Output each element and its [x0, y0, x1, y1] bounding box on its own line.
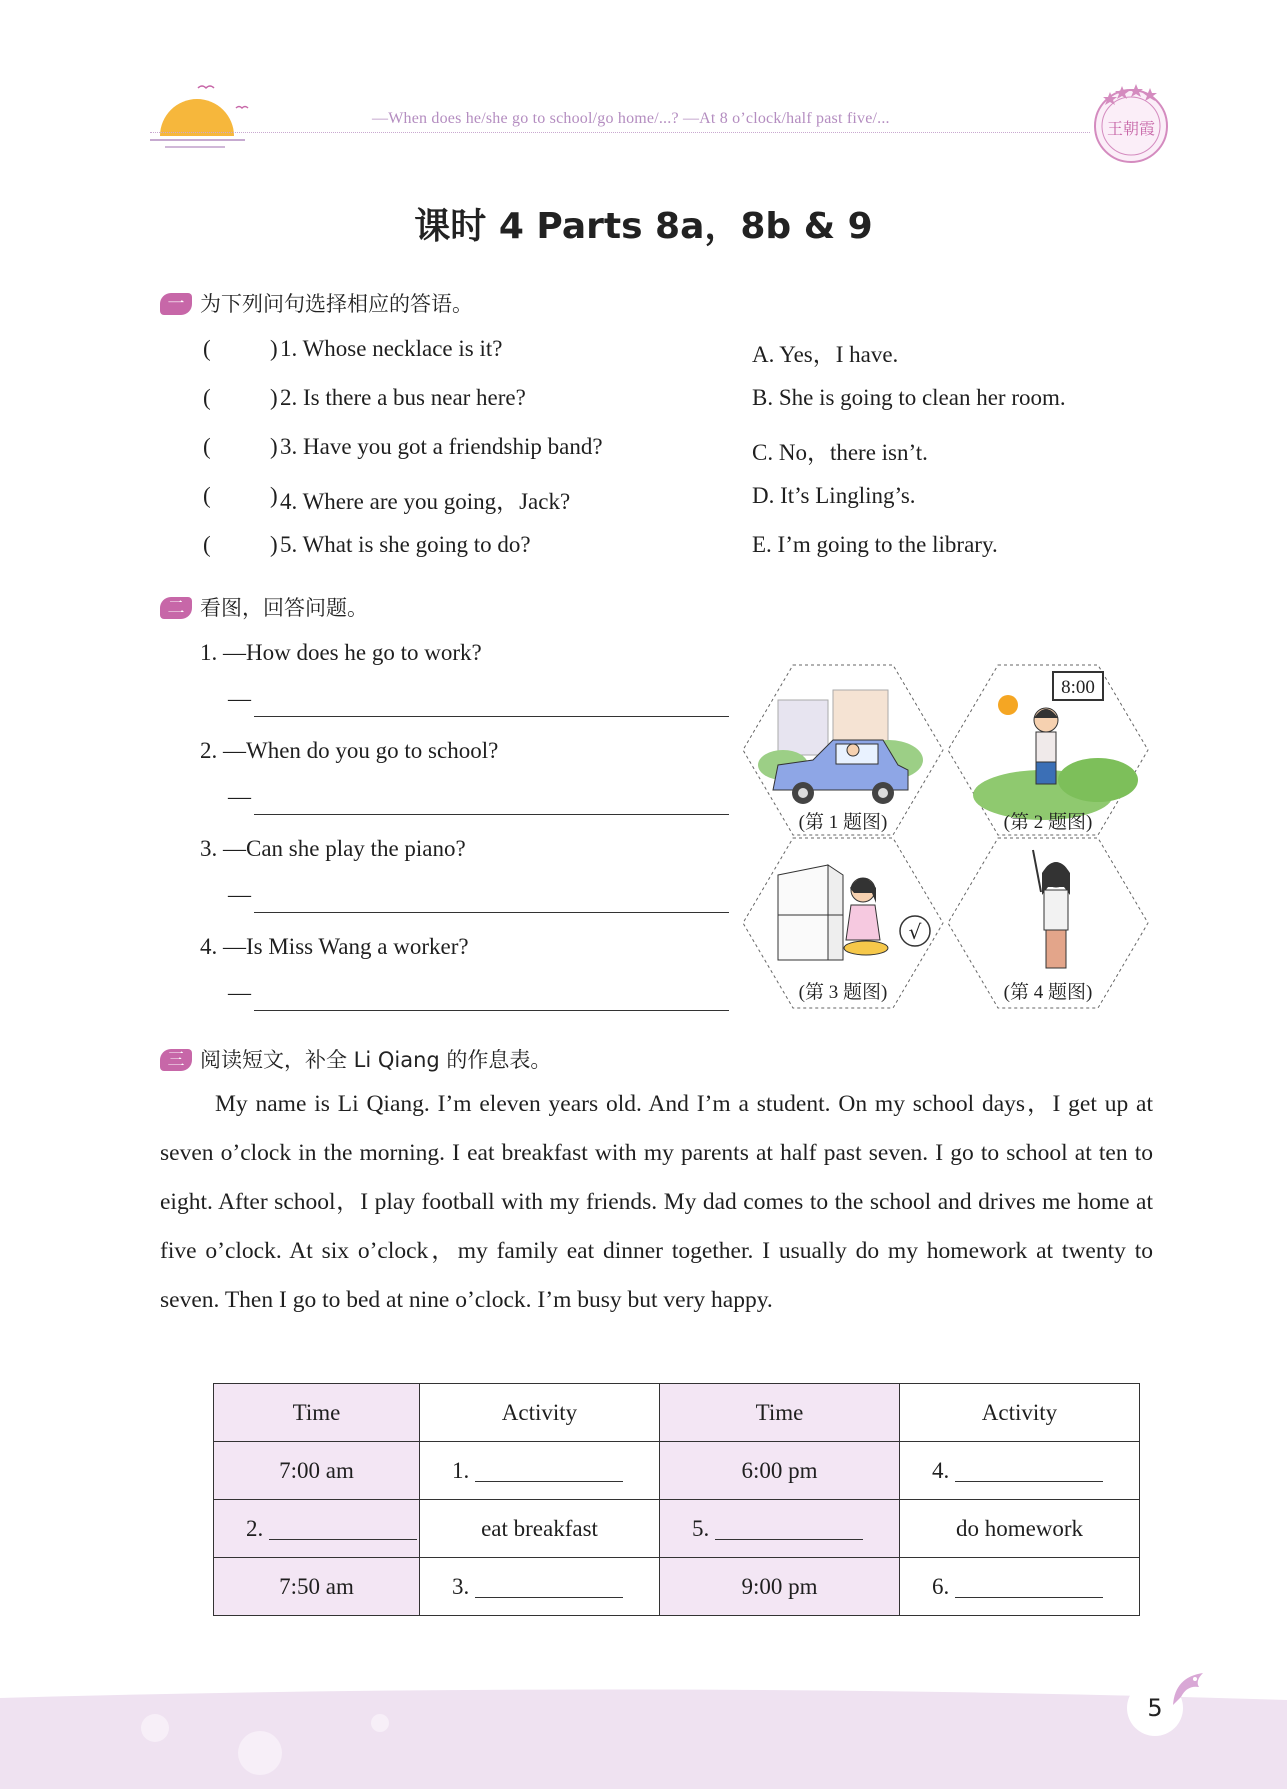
- section-number-badge: 三: [160, 1049, 192, 1071]
- picture-question-4: 4. —Is Miss Wang a worker?: [200, 934, 469, 959]
- blank-line[interactable]: [269, 1519, 417, 1540]
- blank-number: 6.: [932, 1573, 950, 1599]
- answer-line-1[interactable]: [254, 716, 729, 717]
- fill-blank-cell[interactable]: [420, 1558, 660, 1616]
- picture-3-piano: [743, 838, 943, 1008]
- blank-number: 3.: [452, 1573, 470, 1599]
- time-cell: 6:00 pm: [660, 1442, 900, 1500]
- publisher-badge-icon: [1086, 78, 1176, 168]
- section-2-heading: [160, 592, 368, 622]
- picture-question-3: 3. —Can she play the piano?: [200, 836, 466, 861]
- question-5: 5. What is she going to do?: [280, 532, 531, 557]
- answer-option-d: D. It’s Lingling’s.: [752, 483, 916, 508]
- schedule-table: [213, 1383, 1140, 1616]
- fill-blank-cell[interactable]: [900, 1442, 1140, 1500]
- answer-dash: —: [228, 980, 251, 1005]
- activity-cell: eat breakfast: [420, 1500, 660, 1558]
- paren-close: ): [270, 532, 278, 557]
- blank-line[interactable]: [715, 1519, 863, 1540]
- question-pictures: [738, 660, 1168, 1010]
- paren-close: ): [270, 336, 278, 361]
- reading-passage: [160, 1080, 1153, 1325]
- running-title: —When does he/she go to school/go home/...? —At 8 o’clock/half past five/...: [372, 110, 890, 127]
- answer-dash: —: [228, 882, 251, 907]
- caption-3: (第 3 题图): [798, 982, 888, 1003]
- header-cell: Activity: [420, 1384, 660, 1442]
- question-4: 4. Where are you going，Jack?: [280, 489, 571, 514]
- blank-line[interactable]: [475, 1577, 623, 1598]
- fill-blank-cell[interactable]: [420, 1442, 660, 1500]
- badge-text: 王朝霞: [1106, 119, 1156, 138]
- check-mark-icon: √: [908, 920, 922, 944]
- answer-option-e: E. I’m going to the library.: [752, 532, 998, 557]
- fill-blank-cell[interactable]: [900, 1558, 1140, 1616]
- section-number-badge: 一: [160, 293, 192, 315]
- caption-1: (第 1 题图): [798, 812, 888, 833]
- section-2-instruction: 看图，回答问题。: [200, 596, 368, 620]
- answer-line-4[interactable]: [254, 1010, 729, 1011]
- activity-cell: do homework: [900, 1500, 1140, 1558]
- answer-option-a: A. Yes，I have.: [752, 342, 899, 367]
- dolphin-icon: [1165, 1665, 1215, 1715]
- page-title: 课时 4 Parts 8a，8b & 9: [414, 206, 873, 247]
- clock-label: 8:00: [1061, 677, 1095, 698]
- paren-open: (: [203, 336, 211, 361]
- blank-line[interactable]: [955, 1461, 1103, 1482]
- blank-number: 4.: [932, 1457, 950, 1483]
- question-1: 1. Whose necklace is it?: [280, 336, 503, 361]
- answer-dash: —: [228, 784, 251, 809]
- time-cell: 7:50 am: [214, 1558, 420, 1616]
- table-row: [214, 1442, 1140, 1500]
- time-cell: 9:00 pm: [660, 1558, 900, 1616]
- passage-text: My name is Li Qiang. I’m eleven years old. And I’m a student. On my school days，I get up at seven o’clock in the morning. I eat breakfast with my parents at half past seven. I go to school at ten to eight. After school，I play football with my friends. My dad comes to the school and drives me home at five o’clock. At six o’clock，my family eat dinner together. I usually do my homework at twenty to seven. Then I go to bed at nine o’clock. I’m busy but very happy.: [160, 1091, 1153, 1313]
- blank-number: 5.: [692, 1515, 710, 1541]
- fill-blank-cell[interactable]: [660, 1500, 900, 1558]
- paren-open: (: [203, 385, 211, 410]
- section-3-instruction: 阅读短文，补全 Li Qiang 的作息表。: [200, 1048, 552, 1072]
- paren-close: ): [270, 434, 278, 459]
- paren-close: ): [270, 385, 278, 410]
- blank-number: 1.: [452, 1457, 470, 1483]
- blank-number: 2.: [246, 1515, 264, 1541]
- question-2: 2. Is there a bus near here?: [280, 385, 526, 410]
- answer-dash: —: [228, 686, 251, 711]
- section-3-heading: [160, 1044, 551, 1074]
- picture-4-teacher: [948, 838, 1148, 1008]
- caption-2: (第 2 题图): [1003, 812, 1093, 833]
- section-1-heading: [160, 288, 473, 318]
- page-number: 5: [1127, 1680, 1183, 1736]
- table-row: [214, 1558, 1140, 1616]
- table-row: [214, 1500, 1140, 1558]
- picture-question-2: 2. —When do you go to school?: [200, 738, 499, 763]
- picture-2-boy: [948, 665, 1148, 835]
- paren-open: (: [203, 532, 211, 557]
- question-3: 3. Have you got a friendship band?: [280, 434, 603, 459]
- section-1-instruction: 为下列问句选择相应的答语。: [200, 292, 473, 316]
- sun-logo-icon: [150, 78, 260, 158]
- header-cell: Time: [660, 1384, 900, 1442]
- answer-line-2[interactable]: [254, 814, 729, 815]
- table-header-row: [214, 1384, 1140, 1442]
- footer-wave: [0, 1688, 1287, 1789]
- answer-option-b: B. She is going to clean her room.: [752, 385, 1066, 410]
- paren-open: (: [203, 434, 211, 459]
- paren-open: (: [203, 483, 211, 508]
- section-number-badge: 二: [160, 597, 192, 619]
- time-cell: 7:00 am: [214, 1442, 420, 1500]
- header-cell: Activity: [900, 1384, 1140, 1442]
- header-cell: Time: [214, 1384, 420, 1442]
- header-divider: [150, 132, 1090, 133]
- answer-line-3[interactable]: [254, 912, 729, 913]
- fill-blank-cell[interactable]: [214, 1500, 420, 1558]
- blank-line[interactable]: [955, 1577, 1103, 1598]
- paren-close: ): [270, 483, 278, 508]
- blank-line[interactable]: [475, 1461, 623, 1482]
- answer-option-c: C. No，there isn’t.: [752, 440, 928, 465]
- picture-question-1: 1. —How does he go to work?: [200, 640, 482, 665]
- picture-1-car: [743, 665, 943, 835]
- caption-4: (第 4 题图): [1003, 982, 1093, 1003]
